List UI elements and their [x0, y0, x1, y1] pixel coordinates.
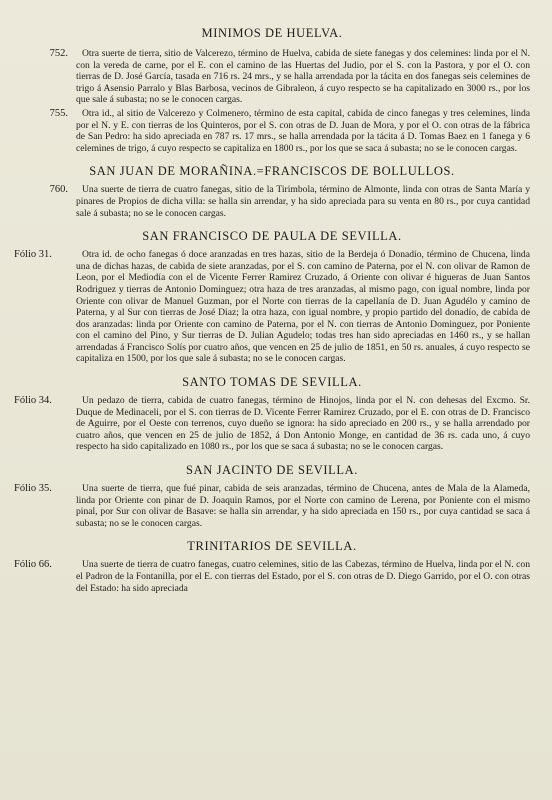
section-heading: SAN JACINTO DE SEVILLA. — [186, 463, 358, 478]
entry-number: 755. — [49, 107, 68, 119]
entry-text: Otra id., al sitio de Valcerezo y Colmenero, término de esta capital, cabida de cinco fanegas y tres celemines, linda por el N. y E. con tierras de los Quinteros, por el S. con otras de D. Juan de Mora, y por el O. con otras de la fábrica de San Pedro: ha sido apreciada en 787 rs. 17 mrs., se halla arrendada por la tácita á D. Tomas Baez en 1 fanega y 6 celemines de trigo, á cuyo respecto se capitaliza en 1800 rs., por los que se saca á subasta; no se le conocen cargas. — [76, 107, 530, 154]
section-heading: TRINITARIOS DE SEVILLA. — [187, 539, 357, 554]
section-heading: SAN JUAN DE MORAÑINA.=FRANCISCOS DE BOLLULLOS. — [89, 164, 455, 179]
entry-folio-34 — [14, 395, 530, 453]
entry-752 — [14, 48, 530, 106]
entry-760 — [14, 184, 530, 219]
folio-number: Fólio 34. — [14, 395, 52, 407]
entry-text: Otra suerte de tierra, sitio de Valcerezo, término de Huelva, cabida de siete fanegas y dos celemines: linda por el N. con la vereda de carne, por el E. con el camino de las Huertas del Judio, por el S. con la Pastora, y por el O. con tierras de D. José García, tasada en 716 rs. 24 mrs., y se halla arrendada por la tácita en dos fanegas seis celemines de trigo á Asensio Parralo y Blas Barbosa, vecinos de Gibraleon, á cuyo respecto se ha capitalizado en 3000 rs., por los que sale á subasta; no se le conocen cargas. — [76, 48, 530, 106]
entry-text: Una suerte de tierra, que fué pinar, cabida de seis aranzadas, término de Chucena, antes de Mala de la Alameda, linda por Oriente con pinar de D. Joaquin Ramos, por el Norte con camino de Lerena, por Poniente con el mismo pinal, por Sur con olivar de Basave: se halla sin arrendar, y ha sido apreciada en 150 rs., por cuya cantidad se saca á subasta; no se le conocen cargas. — [76, 483, 530, 529]
section-heading: SAN FRANCISCO DE PAULA DE SEVILLA. — [142, 229, 402, 244]
folio-number: Fólio 66. — [14, 559, 52, 571]
entry-number: 752. — [49, 48, 68, 59]
entry-755 — [14, 108, 530, 154]
entry-text: Un pedazo de tierra, cabida de cuatro fanegas, término de Hinojos, linda por el N. con dehesas del Excmo. Sr. Duque de Medinaceli, por el S. con tierras de D. Vicente Ferrer Ramirez Cruzado, por el E. con otras de D. Francisco de Aguirre, por el Oeste con terrenos, cuyo dueño se ignora: ha sido apreciado en 200 rs., y se halla arrendado por cuatro años, que vencen en 25 de julio de 1852, á Don Antonio Monge, en cantidad de 36 rs. cada uno, á cuyo respecto ha sido capitalizado en 1080 rs., por los que se saca á subasta; no se le conocen cargas. — [76, 395, 530, 453]
entry-text: Una suerte de tierra de cuatro fanegas, sitio de la Tirimbola, término de Almonte, linda con otras de Santa María y pinares de Propios de dicha villa: se halla sin arrendar, y ha sido apreciada para su venta en 80 rs., por cuya cantidad sale á subasta; no se le conocen cargas. — [76, 184, 530, 219]
entry-folio-31 — [14, 249, 530, 365]
entry-folio-35 — [14, 483, 530, 529]
folio-number: Fólio 31. — [14, 249, 52, 261]
section-heading: SANTO TOMAS DE SEVILLA. — [182, 375, 362, 390]
entry-folio-66 — [14, 559, 530, 594]
entry-text: Una suerte de tierra de cuatro fanegas, cuatro celemines, sitio de las Cabezas, término de Huelva, linda por el N. con el Padron de la Fontanilla, por el E. con tierras del Estado, por el S. con otras de D. Diego Garrido, por el O. con otras del Estado: ha sido apreciada — [76, 559, 530, 594]
section-heading: MINIMOS DE HUELVA. — [201, 26, 343, 40]
folio-number: Fólio 35. — [14, 483, 52, 495]
entry-number: 760. — [49, 184, 68, 196]
entry-text: Otra id. de ocho fanegas ó doce aranzadas en tres hazas, sitio de la Berdeja ó Donadío, término de Chucena, linda una de dichas hazas, de cabida de siete aranzadas, por el S. con camino de Paterna, por el N. con olivar de Ramon de Leon, por el Mediodía con el de Vicente Ferrer Ramirez Cruzado, á Oriente con olivar é higueras de Juan Santos Rodriguez y tierras de Antonio Dominguez; otra haza de tres aranzadas, al mismo pago, con igual nombre, linda por Oriente con olivar de Manuel Guzman, por el Norte con tierras de la capellanía de D. Juan Agudélo y camino de Paterna, y al Sur con tierras de José Diaz; la otra haza, con igual nombre, y propio partido del donadío, de cabida de dos aranzadas: linda por Oriente con camino de Paterna, por el N. con tierras de Antonio Dominguez, por Poniente con el camino del Pino, y Sur tierras de D. Julian Agudelo; todas tres han sido apreciadas en 1460 rs., y se hallan arrendadas á Francisco Solís por cuatro años, que vencen en 25 de julio de 1851, en 50 rs. anuales, á cuyo respecto se capitaliza en 1500, por los que sale á subasta; no se le conocen cargas. — [76, 249, 530, 365]
